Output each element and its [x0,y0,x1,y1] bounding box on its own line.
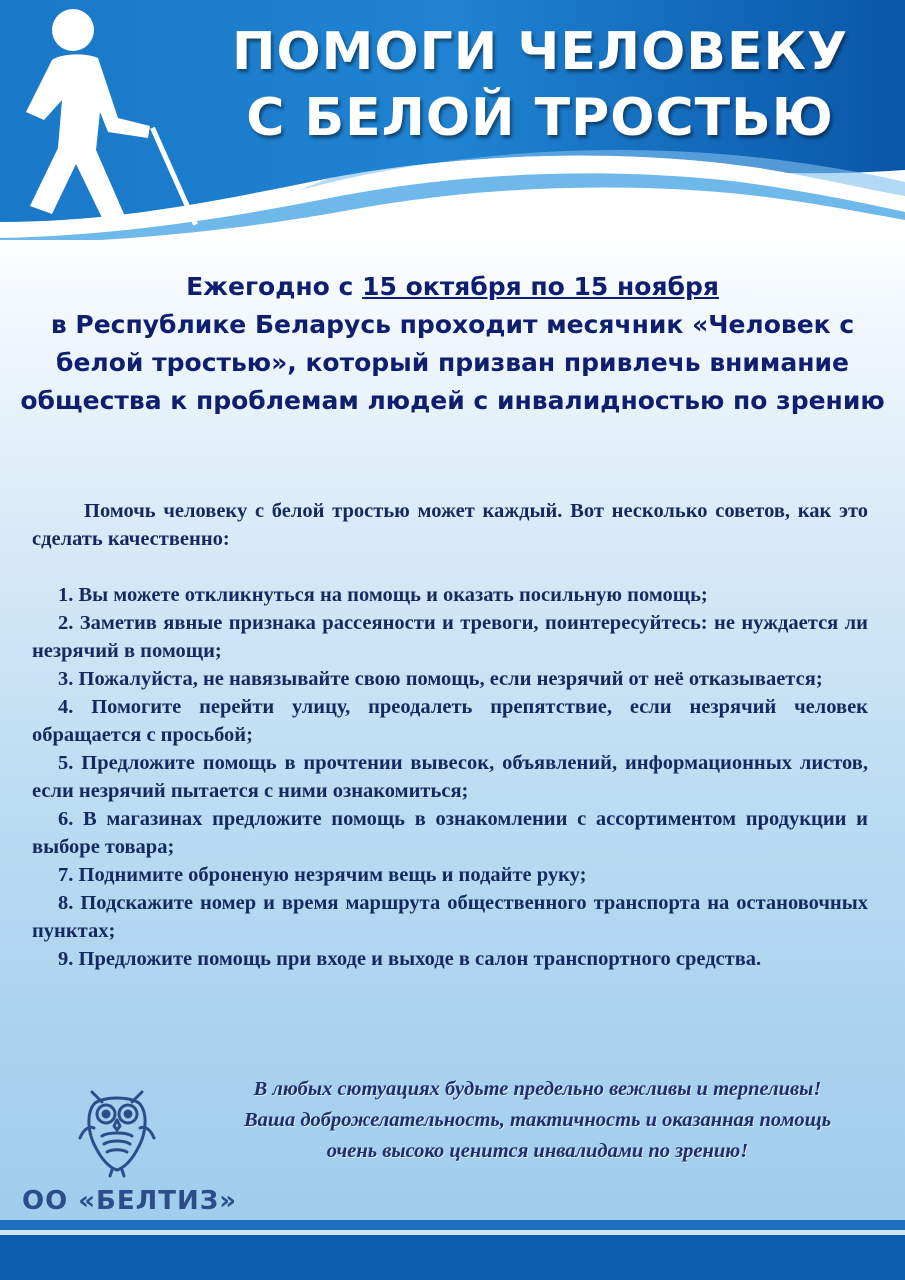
tip-item: 4. Помогите перейти улицу, преодалеть препятствие, если незрячий человек обращается с просьбой; [32,696,868,746]
header-banner [0,0,905,240]
advice-lead: Помочь человеку с белой тростью может каждый. Вот несколько советов, как это сделать качественно: [32,500,868,550]
tip-item: 7. Поднимите оброненую незрячим вещь и подайте руку; [58,864,587,886]
footer-stripes [0,1220,905,1280]
intro-prefix: Ежегодно с [186,272,363,301]
closing-line1: В любых сютуациях будьте предельно вежливы и терпеливы! [253,1078,822,1100]
owl-logo-icon [72,1078,162,1178]
tip-item: 2. Заметив явные признака рассеяности и тревоги, поинтересуйтесь: не нуждается ли незрячий в помощи; [32,612,868,662]
tip-item: 5. Предложите помощь в прочтении вывесок, объявлений, информационных листов, если незрячий пытается с ними ознакомиться; [32,752,868,802]
tip-item: 8. Подскажите номер и время маршрута общественного транспорта на остановочных пунктах; [32,892,868,942]
tip-item: 9. Предложите помощь при входе и выходе в салон транспортного средства. [58,948,762,970]
tip-item: 6. В магазинах предложите помощь в ознакомлении с ассортиментом продукции и выборе товара; [32,808,868,858]
closing-message [170,1074,905,1167]
banner-title-line1: ПОМОГИ ЧЕЛОВЕКУ [231,22,849,82]
intro-paragraph [20,268,885,420]
intro-body: в Республике Беларусь проходит месячник «Человек с белой тростью», который призван привлечь внимание общества к проблемам людей с инвалидностью по зрению [20,310,885,415]
intro-dates: 15 октября по 15 ноября [362,272,719,301]
banner-title-line2: С БЕЛОЙ ТРОСТЬЮ [246,88,834,148]
closing-line2: Ваша доброжелательность, тактичность и оказанная помощь [243,1109,832,1131]
closing-line3: очень высоко ценится инвалидами по зрению! [326,1140,749,1162]
organization-name: ОО «БЕЛТИЗ» [22,1186,237,1216]
tip-item: 1. Вы можете откликнуться на помощь и оказать посильную помощь; [58,584,708,606]
tip-item: 3. Пожалуйста, не навязывайте свою помощь, если незрячий от неё отказывается; [58,668,823,690]
advice-section [32,497,868,973]
